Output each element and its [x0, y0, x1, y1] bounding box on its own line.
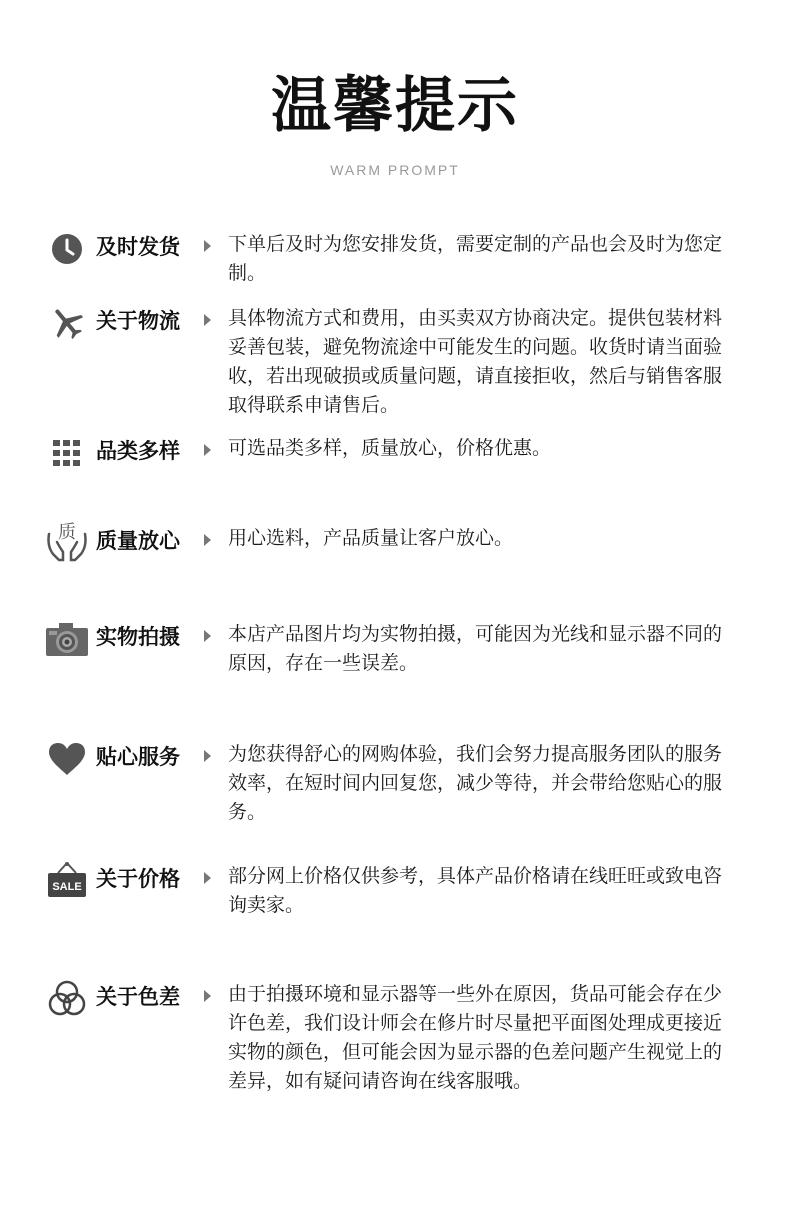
tip-label: 品类多样: [96, 439, 180, 463]
page-title: 温馨提示: [271, 71, 519, 141]
tip-label: 实物拍摄: [96, 625, 180, 649]
tip-label: 关于色差: [96, 985, 180, 1009]
arrow-right-icon: [204, 444, 211, 456]
tip-label: 关于价格: [96, 867, 180, 891]
airplane-icon: [44, 300, 90, 346]
tip-text: 用心选料，产品质量让客户放心。: [228, 527, 514, 549]
grid-icon: [44, 430, 90, 476]
arrow-right-icon: [204, 872, 211, 884]
tip-text: 为您获得舒心的网购体验，我们会努力提高服务团队的服务效率，在短时间内回复您，减少等待，并会带给您贴心的服务。: [228, 743, 723, 823]
heart-icon: [44, 736, 90, 782]
tip-text: 本店产品图片均为实物拍摄，可能因为光线和显示器不同的原因，存在一些误差。: [228, 623, 723, 674]
arrow-right-icon: [204, 990, 211, 1002]
svg-text:质: 质: [58, 522, 76, 543]
page-subtitle: WARM PROMPT: [330, 162, 460, 178]
tip-label: 及时发货: [96, 235, 180, 259]
arrow-right-icon: [204, 314, 211, 326]
tip-text: 下单后及时为您安排发货，需要定制的产品也会及时为您定制。: [228, 233, 723, 284]
tip-label: 质量放心: [96, 529, 180, 553]
sale-sign-icon: [44, 858, 90, 904]
tip-text: 具体物流方式和费用，由买卖双方协商决定。提供包装材料妥善包装，避免物流途中可能发生的问题。收货时请当面验收，若出现破损或质量问题，请直接拒收，然后与销售客服取得联系申请售后。: [228, 307, 723, 416]
tip-text: 由于拍摄环境和显示器等一些外在原因，货品可能会存在少许色差，我们设计师会在修片时尽量把平面图处理成更接近实物的颜色，但可能会因为显示器的色差问题产生视觉上的差异，如有疑问请咨询在线客服哦。: [228, 983, 723, 1092]
tip-text: 部分网上价格仅供参考，具体产品价格请在线旺旺或致电咨询卖家。: [228, 865, 723, 916]
camera-icon: [44, 616, 90, 662]
svg-text:SALE: SALE: [52, 881, 82, 893]
tip-label: 关于物流: [96, 309, 180, 333]
arrow-right-icon: [204, 750, 211, 762]
clock-icon: [44, 226, 90, 272]
quality-hands-icon: [44, 514, 90, 566]
arrow-right-icon: [204, 240, 211, 252]
arrow-right-icon: [204, 630, 211, 642]
arrow-right-icon: [204, 534, 211, 546]
tip-text: 可选品类多样，质量放心，价格优惠。: [228, 437, 552, 459]
tip-label: 贴心服务: [96, 745, 180, 769]
color-circles-icon: [44, 976, 90, 1022]
